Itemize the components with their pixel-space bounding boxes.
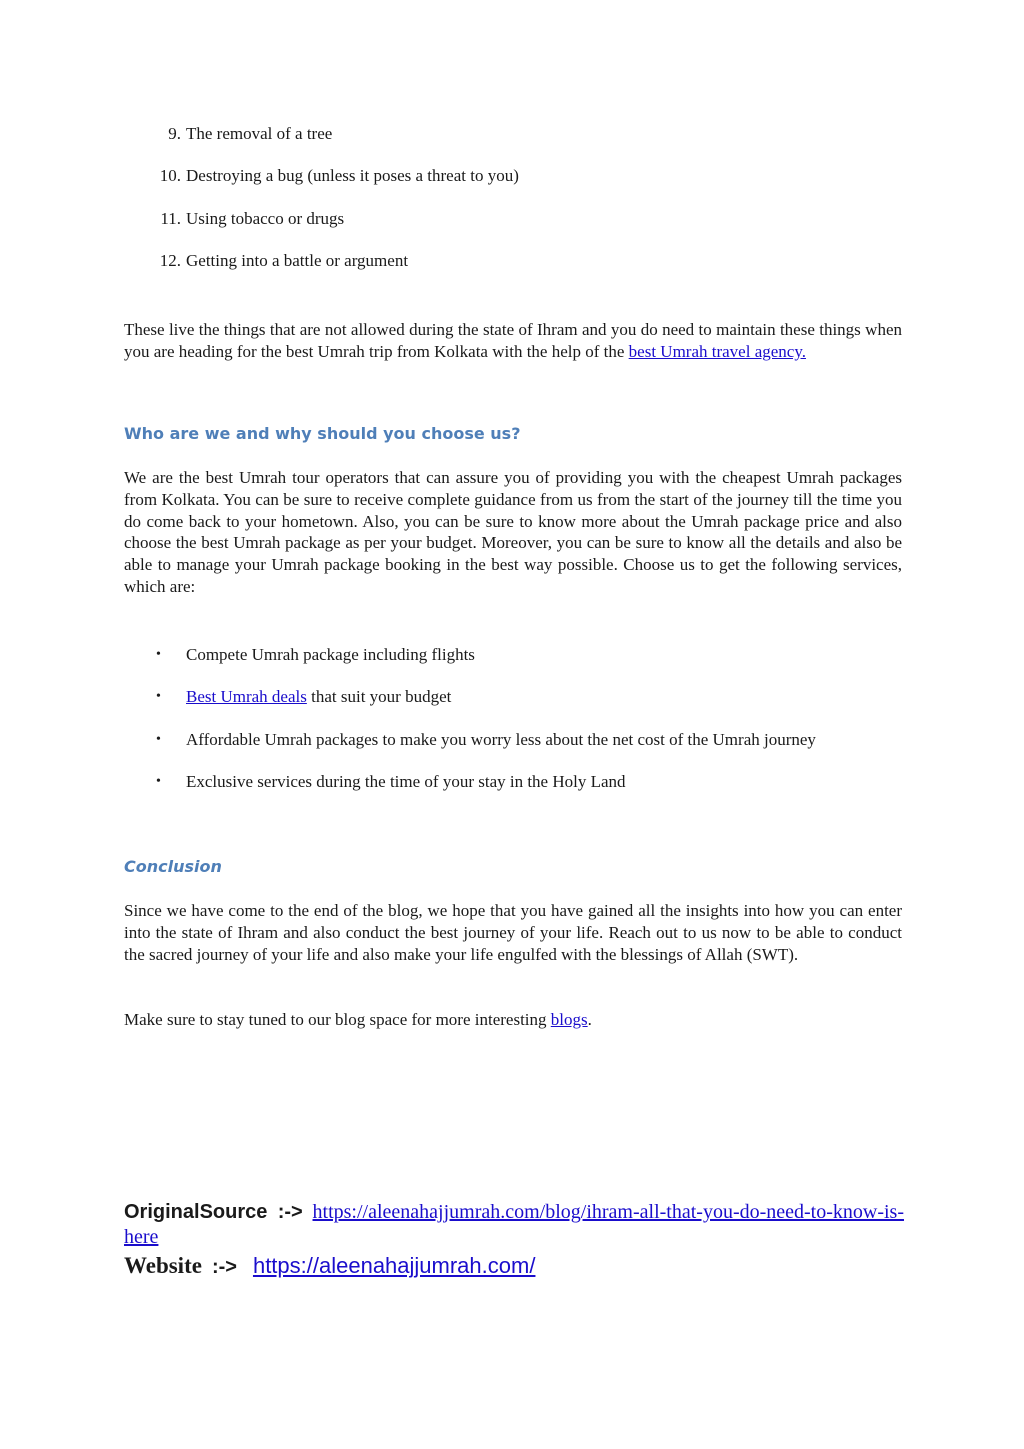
bullet-text: Exclusive services during the time of your stay in the Holy Land bbox=[186, 771, 626, 791]
section-heading-who: Who are we and why should you choose us? bbox=[124, 424, 521, 443]
list-number: 9. bbox=[168, 124, 181, 143]
list-item bbox=[124, 685, 904, 727]
list-item bbox=[124, 249, 904, 291]
stay-tuned-text: Make sure to stay tuned to our blog space for more interesting bbox=[124, 1010, 551, 1029]
list-item bbox=[124, 770, 904, 812]
list-number: 12. bbox=[159, 250, 181, 270]
footer-source-block bbox=[124, 1200, 904, 1279]
section-heading-conclusion: Conclusion bbox=[124, 857, 222, 876]
bullet-icon: • bbox=[156, 773, 161, 789]
website-link[interactable]: https://aleenahajjumrah.com/ bbox=[252, 1253, 536, 1278]
bullet-text: Compete Umrah package including flights bbox=[186, 645, 475, 664]
stay-tuned-end: . bbox=[587, 1010, 592, 1029]
original-source-line bbox=[124, 1200, 904, 1250]
services-bullet-list bbox=[124, 643, 904, 812]
list-text: Destroying a bug (unless it poses a threat to you) bbox=[186, 166, 519, 186]
bullet-icon: • bbox=[156, 731, 161, 747]
intro-paragraph bbox=[124, 319, 902, 363]
list-number: 10. bbox=[159, 166, 181, 186]
website-line bbox=[124, 1253, 904, 1279]
list-item bbox=[124, 643, 904, 685]
best-umrah-travel-agency-link[interactable]: best Umrah travel agency. bbox=[628, 341, 806, 361]
bullet-icon: • bbox=[156, 689, 161, 705]
bullet-text bbox=[186, 685, 451, 709]
website-label: Website bbox=[124, 1253, 202, 1278]
website-arrow: :-> bbox=[211, 1256, 237, 1278]
bullet-text-rest: that suit your budget bbox=[306, 687, 452, 707]
original-source-label: OriginalSource :-> bbox=[124, 1201, 303, 1223]
intro-text: These live the things that are not allowed during the state of Ihram and you do need to maintain these things when you are heading for the best Umrah trip from Kolkata with the help of the bbox=[124, 320, 902, 361]
who-paragraph: We are the best Umrah tour operators that can assure you of providing you with the cheapest Umrah packages from Kolkata. You can be sure to receive complete guidance from us from the start of the journey till the time you do come back to your hometown. Also, you can be sure to know more about the Umrah package price and also choose the best Umrah package as per your budget. Moreover, you can be sure to know all the details and also be able to manage your Umrah package booking in the best way possible. Choose us to get the following services, which are: bbox=[124, 468, 902, 596]
blogs-link[interactable]: blogs bbox=[550, 1010, 588, 1029]
numbered-list bbox=[124, 122, 904, 291]
list-item bbox=[124, 164, 904, 206]
bullet-text: Affordable Umrah packages to make you worry less about the net cost of the Umrah journey bbox=[186, 729, 816, 749]
stay-tuned-paragraph bbox=[124, 1009, 902, 1031]
list-item bbox=[124, 728, 904, 770]
list-number: 11. bbox=[160, 208, 181, 228]
bullet-icon: • bbox=[156, 647, 161, 662]
list-text: Using tobacco or drugs bbox=[186, 208, 345, 228]
list-text: Getting into a battle or argument bbox=[186, 250, 409, 270]
list-item bbox=[124, 207, 904, 249]
original-source-link[interactable]: https://aleenahajjumrah.com/blog/ihram-all-that-you-do-need-to-know-is-here bbox=[124, 1201, 904, 1248]
list-item bbox=[124, 122, 904, 164]
best-umrah-deals-link[interactable]: Best Umrah deals bbox=[186, 687, 307, 707]
conclusion-paragraph: Since we have come to the end of the blog, we hope that you have gained all the insights into how you can enter into the state of Ihram and also conduct the best journey of your life. Reach out to us now to be able to conduct the sacred journey of your life and also make your life engulfed with the blessings of Allah (SWT). bbox=[124, 901, 902, 964]
list-text: The removal of a tree bbox=[186, 124, 333, 143]
